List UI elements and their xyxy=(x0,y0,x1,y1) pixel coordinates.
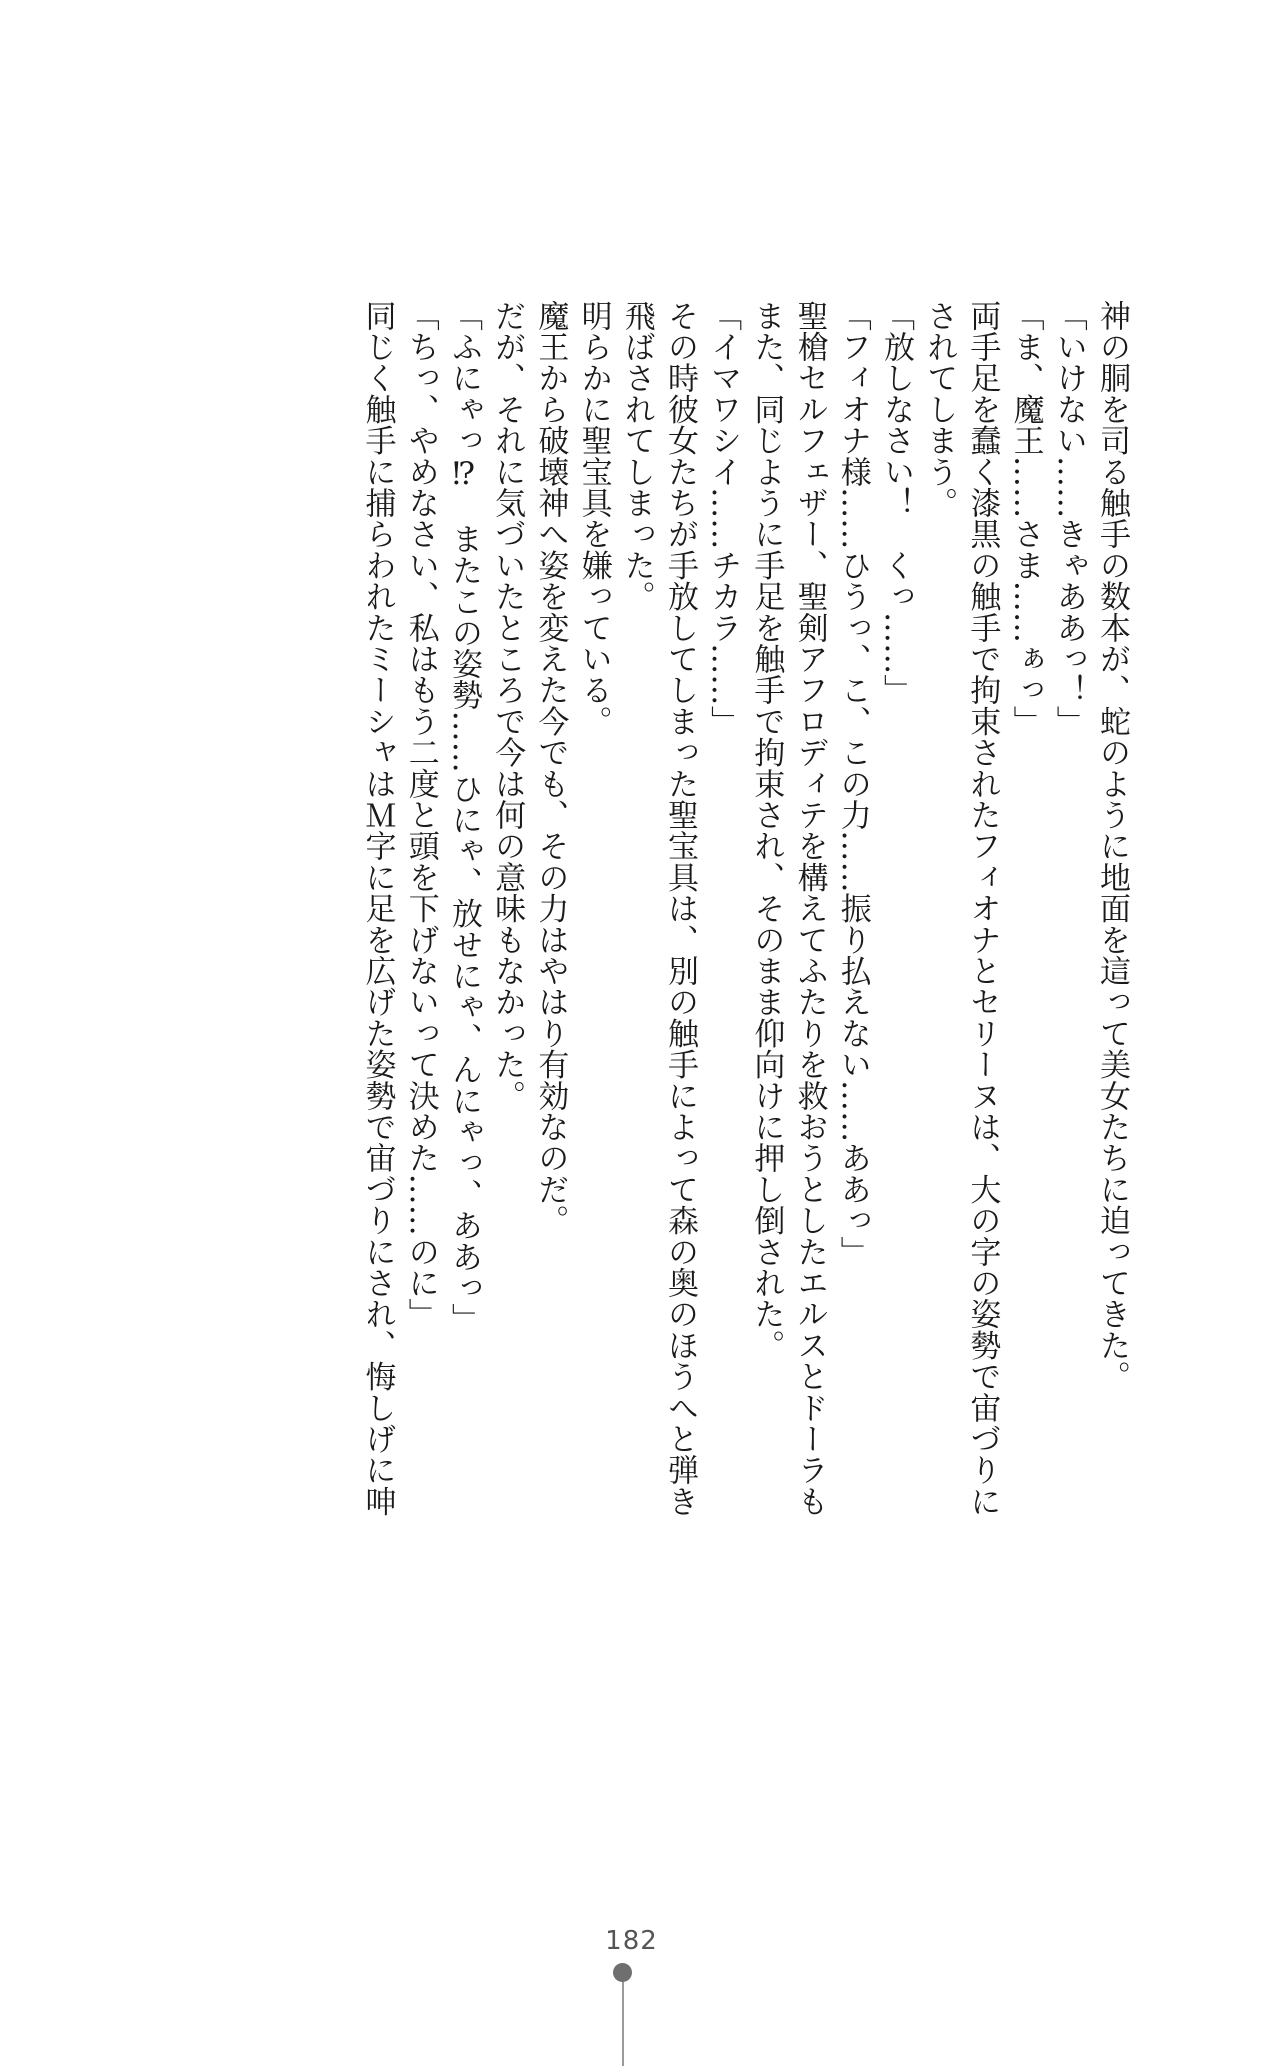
text-line-1: 神の胴を司る触手の数本が、蛇のように地面を這って美女たちに迫ってきた。 xyxy=(1094,300,1130,1392)
text-line-12: 飛ばされてしまった。 xyxy=(618,300,655,612)
text-line-14: 魔王から破壊神へ姿を変えた今でも、その力はやはり有効なのだ。 xyxy=(532,300,569,1236)
text-line-6: 「放しなさい！ くっ……」 xyxy=(877,300,914,706)
text-line-5: されてしまう。 xyxy=(921,300,958,519)
text-line-16: 「ふにゃっ⁉ またこの姿勢……ひにゃ、放せにゃ、んにゃっ、ああっ」 xyxy=(445,300,482,1335)
page-number-rule xyxy=(622,1968,624,2066)
text-line-11: その時彼女たちが手放してしまった聖宝具は、別の触手によって森の奥のほうへと弾き xyxy=(661,300,698,1517)
page-number: 182 xyxy=(605,1926,658,1956)
text-line-10: 「イマワシイ……チカラ……」 xyxy=(705,300,742,737)
text-line-2: 「いけない……きゃああっ！」 xyxy=(1050,300,1087,737)
text-line-7: 「フィオナ様……ひうっ、こ、この力……振り払えない……ああっ」 xyxy=(834,300,871,1268)
text-line-3: 「ま、魔王……さま……ぁっ」 xyxy=(1007,300,1044,737)
text-line-8: 聖槍セルフェザー、聖剣アフロディテを構えてふたりを救おうとしたエルスとドーラも xyxy=(791,300,828,1517)
text-line-4: 両手足を蠢く漆黒の触手で拘束されたフィオナとセリーヌは、大の字の姿勢で宙づりに xyxy=(964,300,1001,1517)
text-line-15: だが、それに気づいたところで今は何の意味もなかった。 xyxy=(489,300,526,1112)
page-number-dot xyxy=(613,1963,632,1982)
body-text xyxy=(133,300,1133,1720)
text-line-9: また、同じように手足を触手で拘束され、そのまま仰向けに押し倒された。 xyxy=(748,300,785,1361)
text-line-17: 「ちっ、やめなさい、私はもう二度と頭を下げないって決めた……のに」 xyxy=(402,300,439,1330)
text-line-18: 同じく触手に捕らわれたミーシャはＭ字に足を広げた姿勢で宙づりにされ、悔しげに呻 xyxy=(359,300,396,1517)
text-line-13: 明らかに聖宝具を嫌っている。 xyxy=(575,300,612,737)
